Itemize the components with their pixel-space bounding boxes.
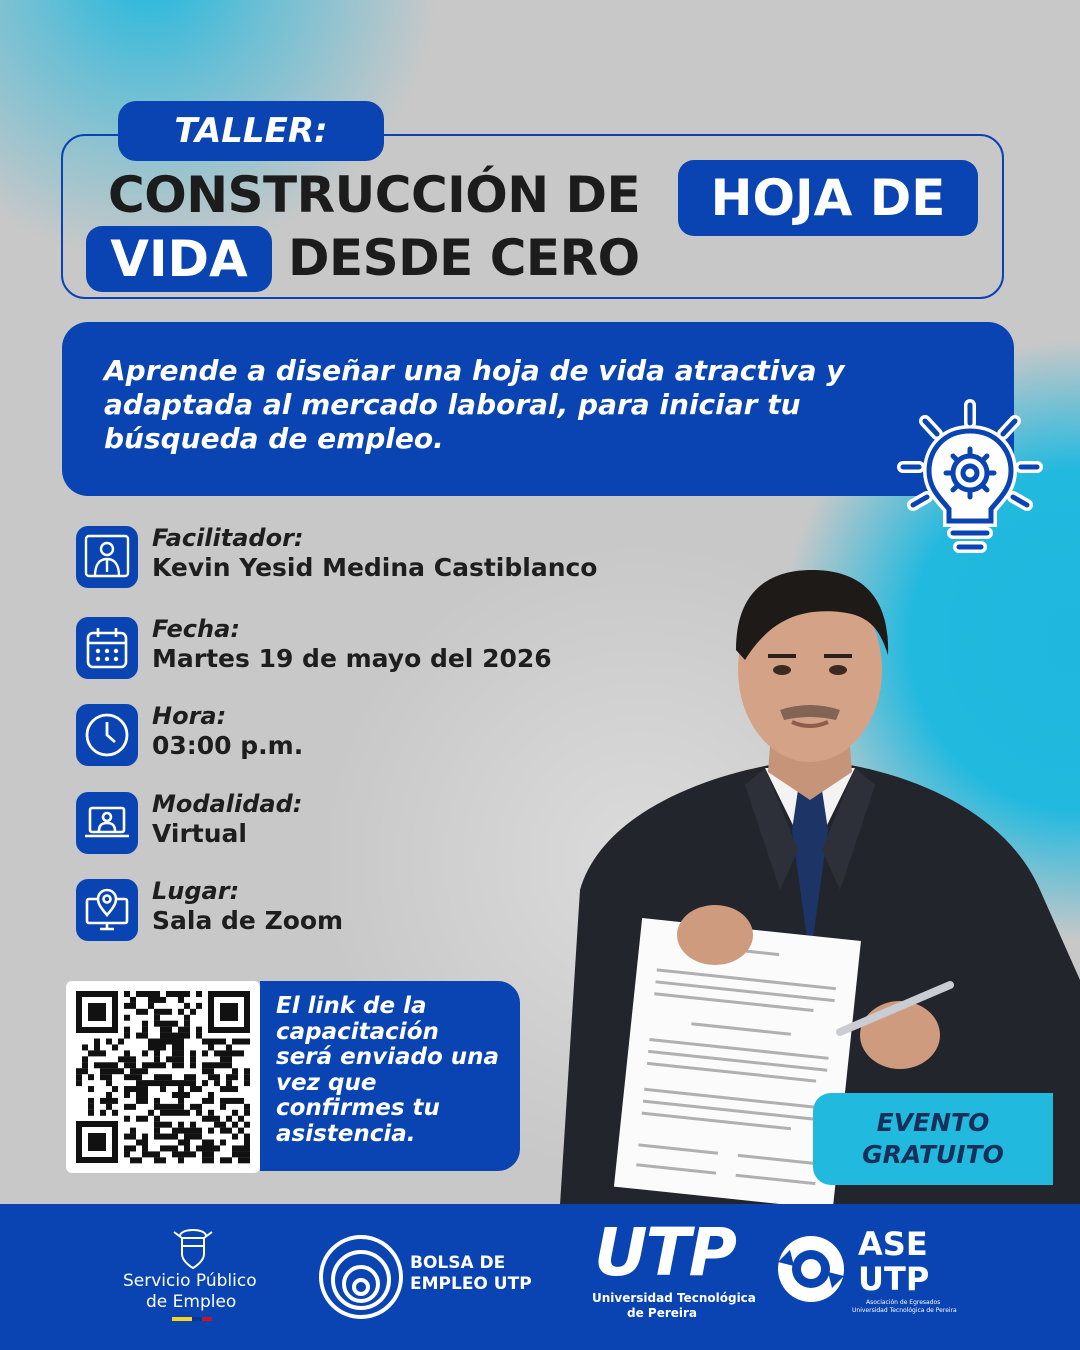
ase-utp-logo-icon: [774, 1232, 848, 1306]
link-note-line6: asistencia.: [276, 1120, 416, 1147]
title-part1: CONSTRUCCIÓN DE: [108, 166, 641, 224]
spe-line1: Servicio Público: [123, 1271, 257, 1291]
description-line2: adaptada al mercado laboral, para iniciar tu: [104, 388, 801, 421]
ase-small1: Asociación de Egresados: [866, 1299, 941, 1306]
calendar-icon: [76, 617, 138, 679]
taller-label: TALLER:: [118, 101, 384, 161]
qr-code[interactable]: [66, 981, 260, 1173]
link-note-line5: confirmes tu: [276, 1095, 440, 1121]
date-value: Martes 19 de mayo del 2026: [152, 644, 552, 673]
mode-value: Virtual: [152, 819, 247, 848]
footer-logos: [0, 1204, 1080, 1350]
link-note-line4: vez que: [276, 1069, 377, 1096]
link-note: [260, 981, 520, 1171]
time-label: Hora:: [152, 702, 227, 730]
utp-line2: de Pereira: [627, 1306, 698, 1320]
time-value: 03:00 p.m.: [152, 731, 304, 760]
badge-line1: EVENTO: [876, 1108, 990, 1137]
laptop-user-icon: [76, 792, 138, 854]
place-value: Sala de Zoom: [152, 906, 344, 935]
lightbulb-gear-icon: [895, 397, 1045, 557]
title-highlight2: VIDA: [86, 226, 272, 292]
detail-facilitator: [76, 526, 597, 588]
facilitator-value: Kevin Yesid Medina Castiblanco: [152, 553, 598, 582]
clock-icon: [76, 704, 138, 766]
bolsa-line2: EMPLEO UTP: [410, 1274, 532, 1294]
link-note-line3: será enviado una: [276, 1044, 500, 1070]
bolsa-line1: BOLSA DE: [410, 1253, 506, 1273]
description-box: [62, 322, 1014, 496]
description-line1: Aprende a diseñar una hoja de vida atractiva y: [104, 354, 845, 387]
link-note-line1: El link de la: [276, 993, 427, 1019]
title-part2: DESDE CERO: [288, 229, 640, 287]
utp-line1: Universidad Tecnológica: [592, 1291, 756, 1305]
colombia-coat-of-arms-icon: [172, 1222, 214, 1272]
link-note-line2: capacitación: [276, 1018, 439, 1045]
detail-time: [76, 704, 303, 766]
mode-label: Modalidad:: [152, 790, 303, 818]
free-event-badge: [813, 1093, 1053, 1185]
detail-place: [76, 879, 343, 941]
utp-logo: UTP: [594, 1214, 735, 1291]
ase-small2: Universidad Tecnológica de Pereira: [852, 1307, 957, 1314]
detail-mode: [76, 792, 302, 854]
facilitator-label: Facilitador:: [152, 524, 304, 552]
title-highlight1: HOJA DE: [678, 160, 978, 236]
badge-line2: GRATUITO: [862, 1140, 1004, 1169]
date-label: Fecha:: [152, 615, 240, 643]
place-label: Lugar:: [152, 877, 240, 905]
colombia-flag-stripe: [172, 1317, 212, 1321]
description-line3: búsqueda de empleo.: [104, 422, 444, 455]
bolsa-empleo-logo-icon: [318, 1234, 404, 1320]
ase-line1: ASE: [858, 1225, 928, 1263]
location-monitor-icon: [76, 879, 138, 941]
person-presenter-icon: [76, 526, 138, 588]
detail-date: [76, 617, 552, 679]
spe-line2: de Empleo: [146, 1292, 237, 1312]
ase-line2: UTP: [858, 1260, 930, 1298]
